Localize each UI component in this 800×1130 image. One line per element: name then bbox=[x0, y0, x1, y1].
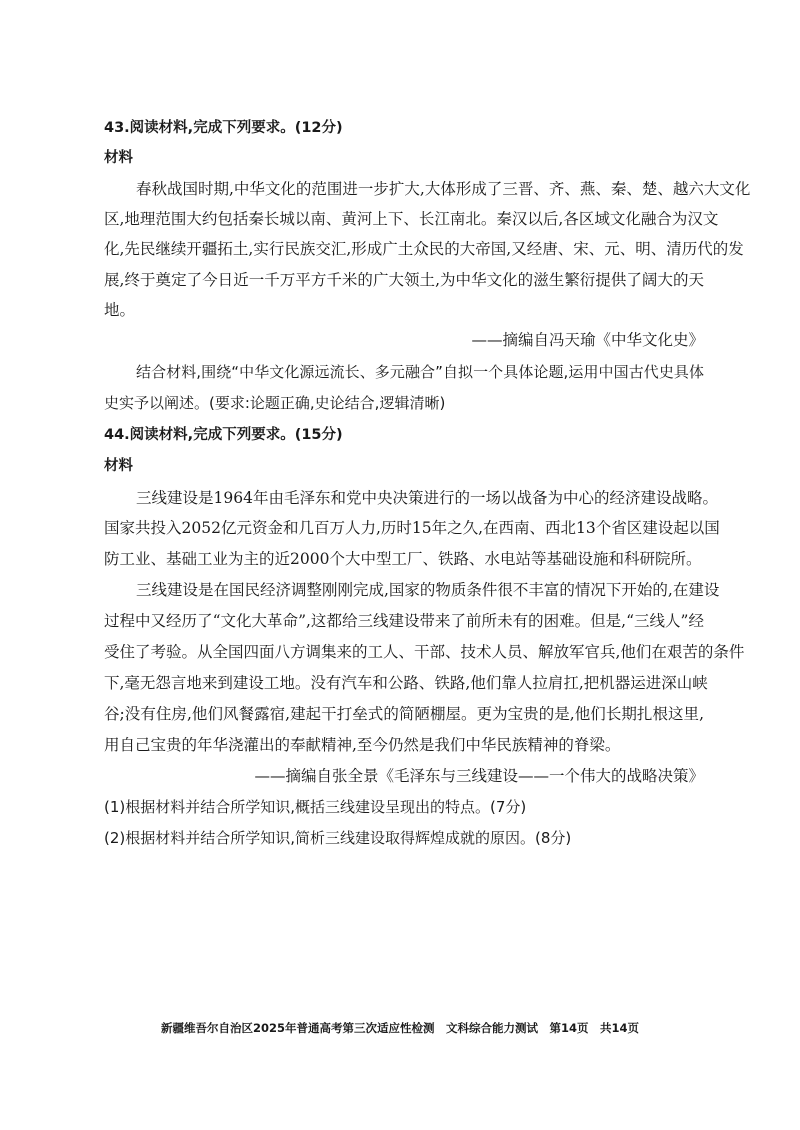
q44-subquestion-2: (2)根据材料并结合所学知识,简析三线建设取得辉煌成就的原因。(8分) bbox=[104, 829, 572, 847]
q44-subquestion-1: (1)根据材料并结合所学知识,概括三线建设呈现出的特点。(7分) bbox=[104, 798, 527, 816]
q44-para2-line: 谷;没有住房,他们风餐露宿,建起干打垒式的简陋棚屋。更为宝贵的是,他们长期扎根这里, bbox=[104, 705, 704, 723]
q44-para2-line: 受住了考验。从全国四面八方调集来的工人、干部、技术人员、解放军官兵,他们在艰苦的条件 bbox=[104, 643, 745, 661]
q44-para2-line: 三线建设是在国民经济调整刚刚完成,国家的物质条件很不丰富的情况下开始的,在建设 bbox=[136, 581, 720, 599]
q44-para1-line: 三线建设是1964年由毛泽东和党中央决策进行的一场以战备为中心的经济建设战略。 bbox=[136, 489, 718, 507]
q43-para-line: 春秋战国时期,中华文化的范围进一步扩大,大体形成了三晋、齐、燕、秦、楚、越六大文化 bbox=[136, 180, 751, 198]
q43-title: 43.阅读材料,完成下列要求。(12分) bbox=[104, 120, 343, 136]
q44-source: ——摘编自张全景《毛泽东与三线建设——一个伟大的战略决策》 bbox=[254, 767, 704, 785]
q43-material-label: 材料 bbox=[104, 150, 133, 166]
q43-para-line: 地。 bbox=[104, 301, 136, 319]
q43-para-line: 化,先民继续开疆拓土,实行民族交汇,形成广土众民的大帝国,又经唐、宋、元、明、清历代的发 bbox=[104, 240, 744, 258]
q43-task-line: 结合材料,围绕“中华文化源远流长、多元融合”自拟一个具体论题,运用中国古代史具体 bbox=[136, 363, 704, 381]
q44-material-label: 材料 bbox=[104, 458, 133, 474]
page-footer: 新疆维吾尔自治区2025年普通高考第三次适应性检测 文科综合能力测试 第14页 共14页 bbox=[160, 1021, 639, 1035]
q44-para1-line: 防工业、基础工业为主的近2000个大中型工厂、铁路、水电站等基础设施和科研院所。 bbox=[104, 550, 702, 568]
q44-title: 44.阅读材料,完成下列要求。(15分) bbox=[104, 427, 343, 443]
q44-para2-line: 过程中又经历了“文化大革命”,这都给三线建设带来了前所未有的困难。但是,“三线人”经 bbox=[104, 612, 704, 630]
q43-source: ——摘编自冯天瑜《中华文化史》 bbox=[471, 331, 704, 349]
q43-para-line: 区,地理范围大约包括秦长城以南、黄河上下、长江南北。秦汉以后,各区域文化融合为汉文 bbox=[104, 210, 719, 228]
q44-para1-line: 国家共投入2052亿元资金和几百万人力,历时15年之久,在西南、西北13个省区建设起以国 bbox=[104, 519, 720, 537]
q43-para-line: 展,终于奠定了今日近一千万平方千米的广大领土,为中华文化的滋生繁衍提供了阔大的天 bbox=[104, 271, 704, 289]
q44-para2-line: 下,毫无怨言地来到建设工地。没有汽车和公路、铁路,他们靠人拉肩扛,把机器运进深山峡 bbox=[104, 674, 708, 692]
q44-para2-line: 用自己宝贵的年华浇灌出的奉献精神,至今仍然是我们中华民族精神的脊梁。 bbox=[104, 736, 621, 754]
q43-task-line: 史实予以阐述。(要求:论题正确,史论结合,逻辑清晰) bbox=[104, 394, 446, 412]
